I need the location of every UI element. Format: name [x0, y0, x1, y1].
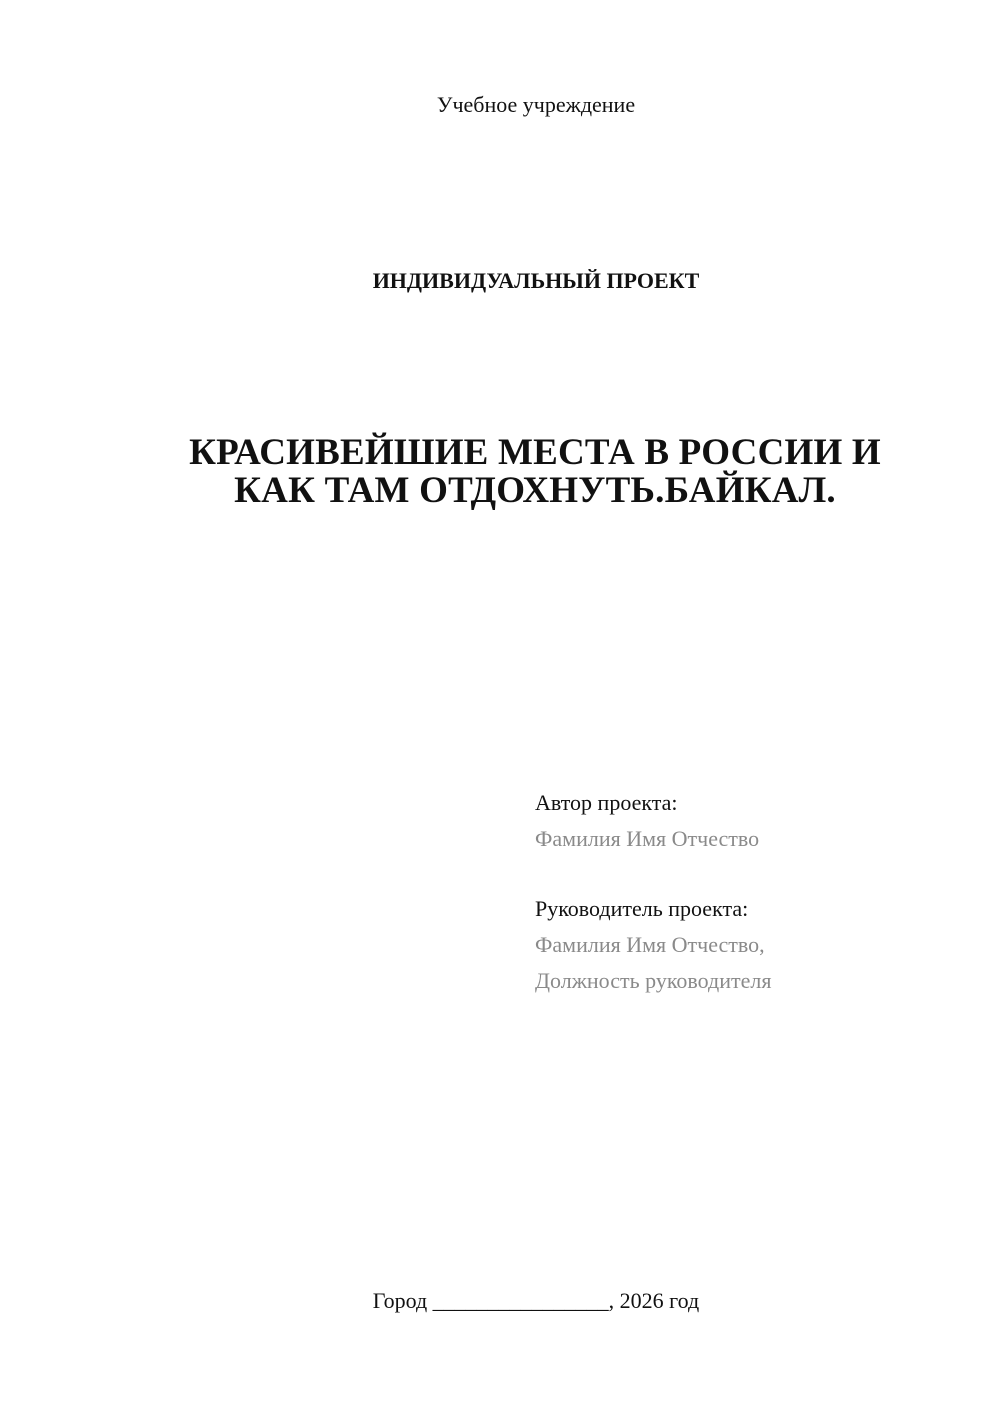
supervisor-block — [535, 891, 975, 999]
supervisor-name: Фамилия Имя Отчество, — [535, 932, 765, 957]
author-label: Автор проекта: — [535, 790, 678, 815]
city-year: Город ________________, 2026 год — [372, 1288, 700, 1313]
project-title-line-1: КРАСИВЕЙШИЕ МЕСТА В РОССИИ И — [189, 432, 881, 473]
author-block — [535, 785, 975, 857]
supervisor-position: Должность руководителя — [535, 968, 772, 993]
project-title-line-2: КАК ТАМ ОТДОХНУТЬ.БАЙКАЛ. — [234, 470, 836, 511]
project-title — [120, 434, 950, 510]
document-type: ИНДИВИДУАЛЬНЫЙ ПРОЕКТ — [372, 268, 700, 293]
supervisor-label: Руководитель проекта: — [535, 896, 749, 921]
author-name: Фамилия Имя Отчество — [535, 826, 760, 851]
institution-name: Учебное учреждение — [436, 92, 636, 117]
